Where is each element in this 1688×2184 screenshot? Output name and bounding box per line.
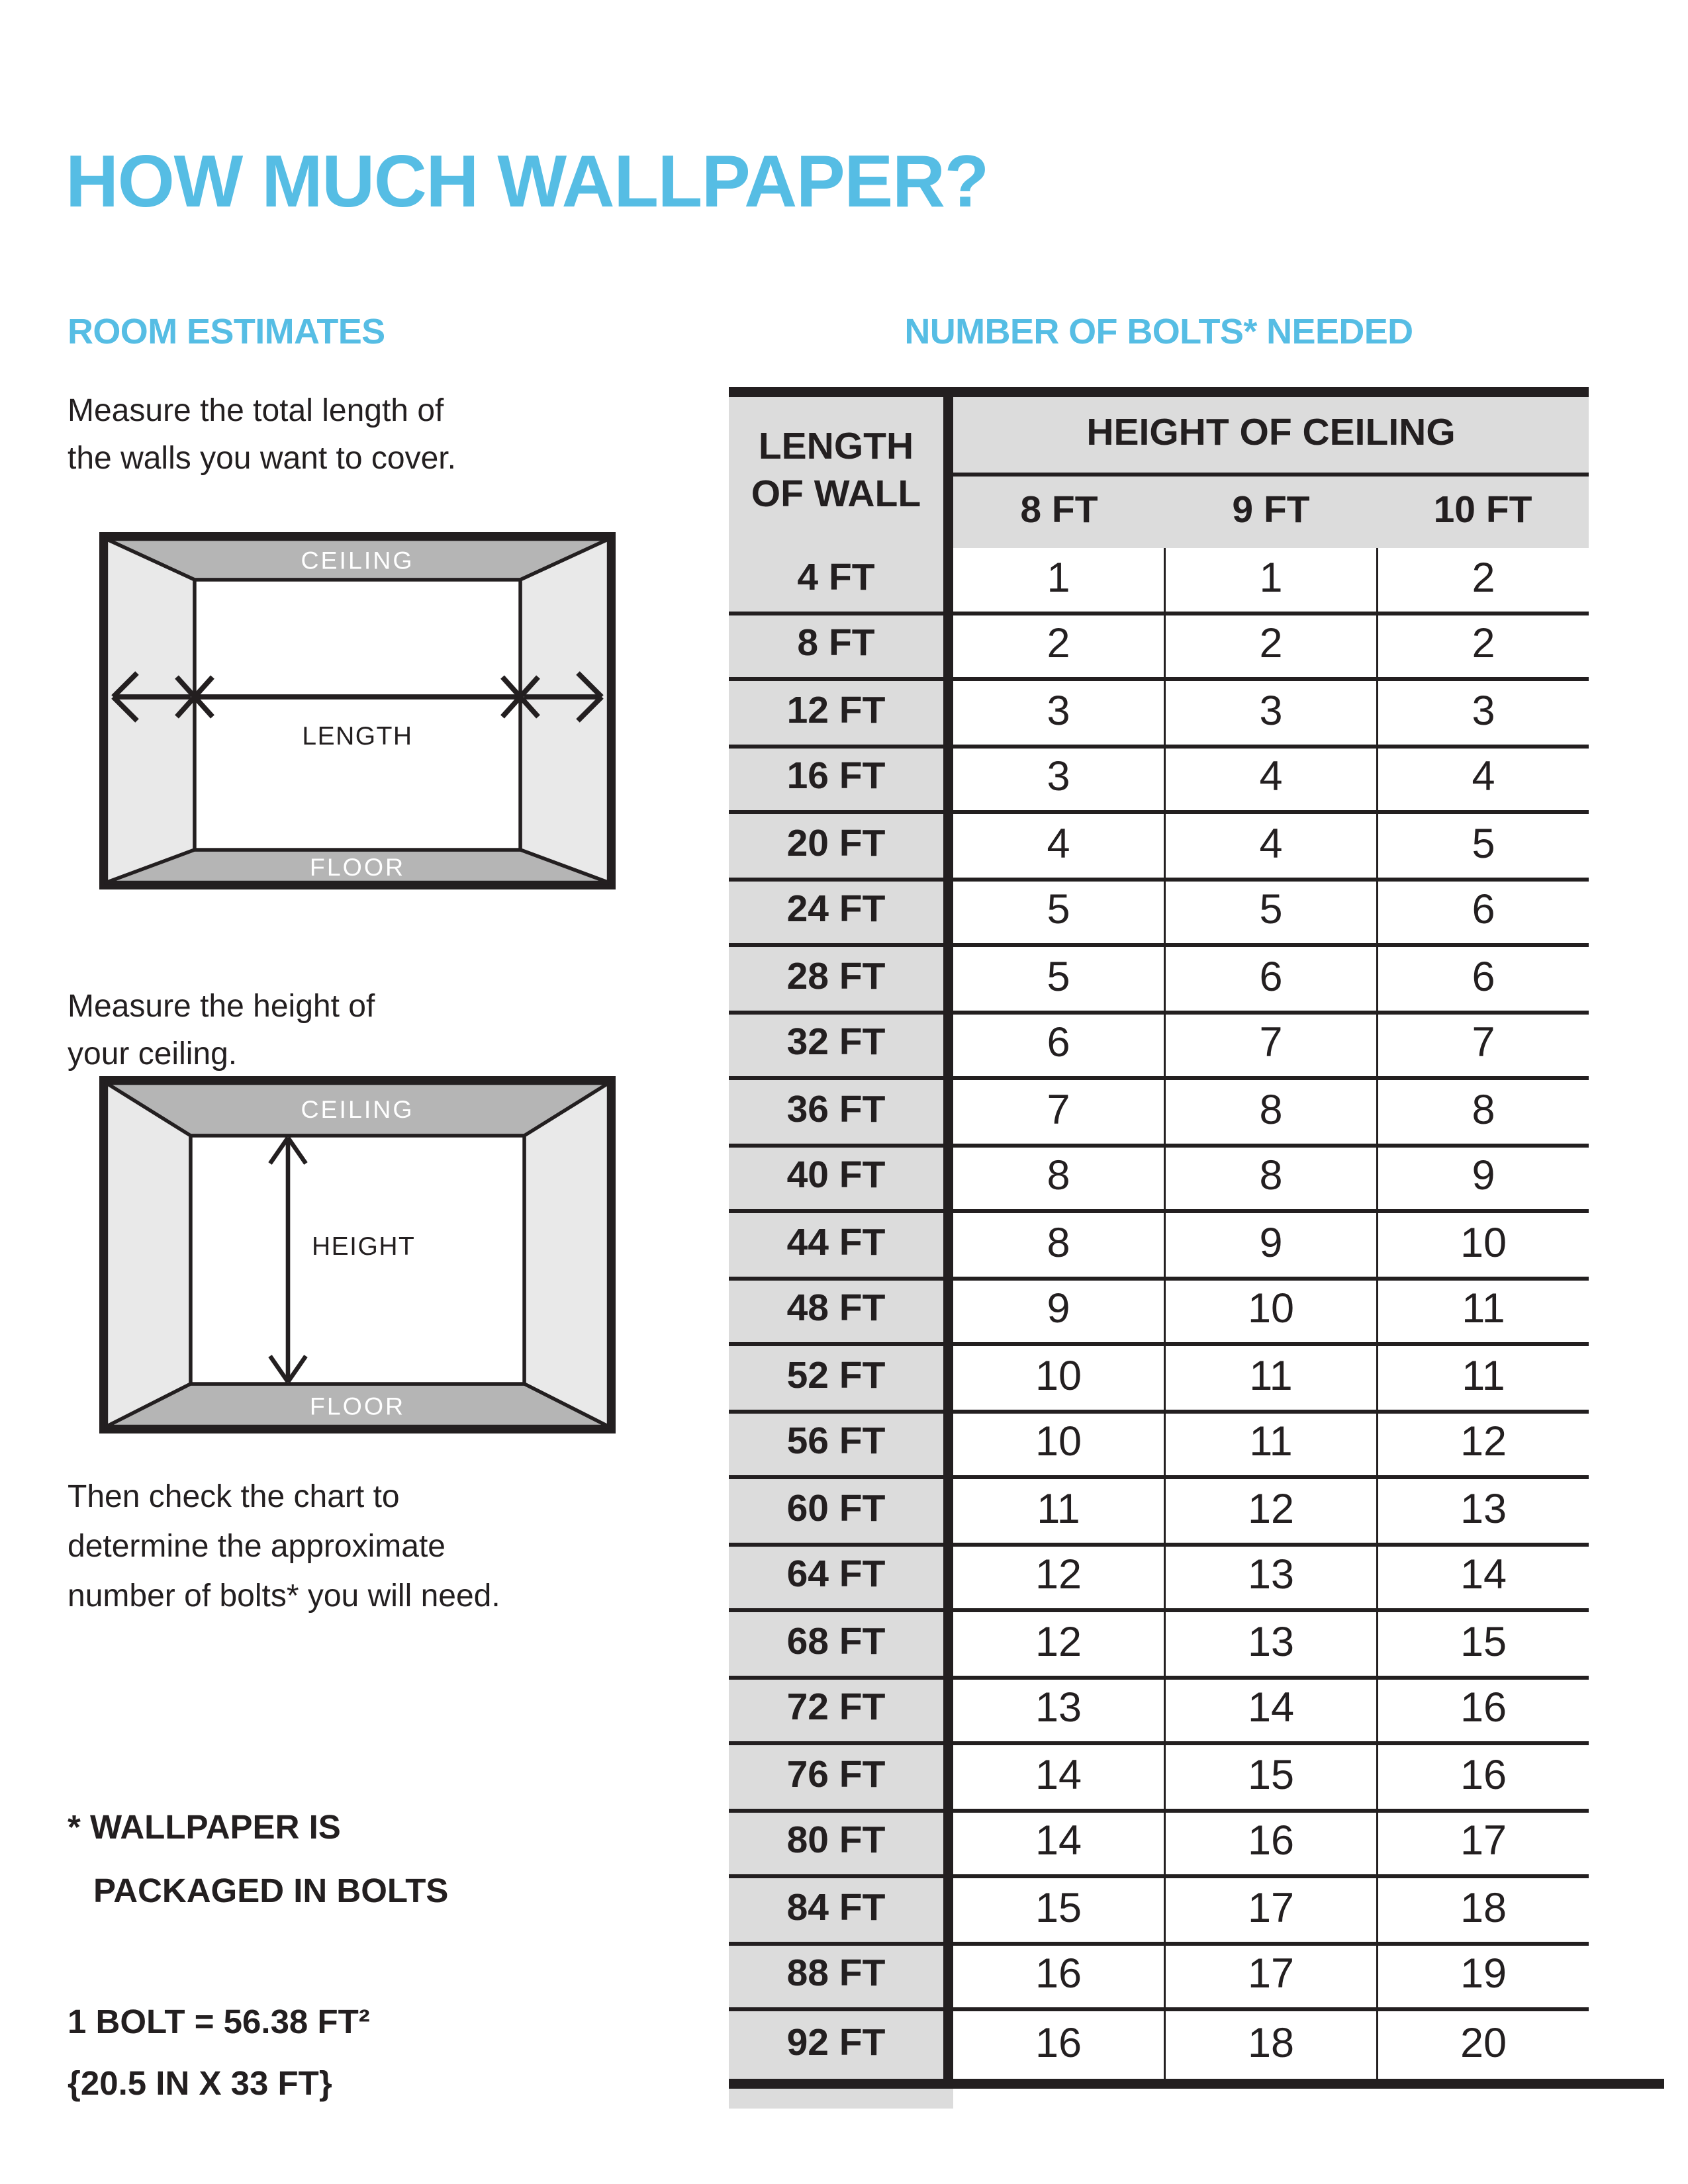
bolts-10ft-cell: 17 (1376, 1812, 1589, 1875)
bolts-9ft-cell: 5 (1164, 881, 1376, 944)
row-divider (943, 1612, 953, 1675)
row-divider (943, 1280, 953, 1343)
row-divider (943, 1679, 953, 1742)
bolts-9ft-cell: 10 (1164, 1280, 1376, 1343)
table-row (729, 748, 1589, 815)
bolts-10ft-cell: 6 (1376, 947, 1589, 1010)
bolts-8ft-cell: 16 (953, 2011, 1164, 2078)
bolts-8ft-cell: 16 (953, 1945, 1164, 2008)
bolts-8ft-cell: 14 (953, 1745, 1164, 1808)
row-divider (943, 1014, 953, 1077)
bolts-8ft-cell: 6 (953, 1014, 1164, 1077)
table-row (729, 814, 1589, 881)
table-row (729, 548, 1589, 615)
table-row (729, 2011, 1589, 2078)
wall-length-cell: 80 FT (729, 1812, 943, 1875)
wallpaper-bolts-note (68, 1797, 448, 1924)
bolts-9ft-cell: 8 (1164, 1147, 1376, 1210)
bolts-9ft-cell: 6 (1164, 947, 1376, 1010)
bolts-10ft-cell: 7 (1376, 1014, 1589, 1077)
table-row (729, 881, 1589, 948)
wall-length-cell: 28 FT (729, 947, 943, 1010)
note-line: PACKAGED IN BOLTS (93, 1872, 449, 1910)
room-length-diagram (99, 532, 616, 889)
height-of-ceiling-header-group (953, 397, 1589, 548)
bolts-8ft-cell: 13 (953, 1679, 1164, 1742)
bolts-10ft-cell: 2 (1376, 548, 1589, 611)
table-vertical-divider (943, 397, 953, 548)
bolt-size-line: {20.5 IN X 33 FT} (68, 2065, 332, 2103)
bolts-10ft-cell: 3 (1376, 681, 1589, 744)
row-divider (943, 615, 953, 678)
bolts-10ft-cell: 12 (1376, 1413, 1589, 1476)
measure-height-paragraph (68, 985, 375, 1080)
length-label: LENGTH (302, 722, 413, 751)
table-row (729, 1280, 1589, 1347)
bolts-9ft-cell: 7 (1164, 1014, 1376, 1077)
row-divider (943, 2011, 953, 2078)
table-row (729, 1147, 1589, 1214)
row-divider (943, 1812, 953, 1875)
table-row (729, 1479, 1589, 1546)
wall-length-cell: 64 FT (729, 1546, 943, 1609)
ceiling-height-diagram (99, 1076, 616, 1433)
floor-label: FLOOR (309, 853, 406, 881)
wall-length-cell: 4 FT (729, 548, 943, 611)
row-divider (943, 681, 953, 744)
wall-length-cell: 36 FT (729, 1080, 943, 1143)
bolts-8ft-cell: 3 (953, 748, 1164, 811)
wall-length-cell: 52 FT (729, 1346, 943, 1409)
bolts-8ft-cell: 14 (953, 1812, 1164, 1875)
column-header-10ft: 10 FT (1433, 490, 1532, 532)
bolts-10ft-cell: 9 (1376, 1147, 1589, 1210)
table-row (729, 1014, 1589, 1081)
table-body (729, 548, 1589, 2078)
bolt-size-line: 1 BOLT = 56.38 FT² (68, 2003, 370, 2041)
bolts-10ft-cell: 6 (1376, 881, 1589, 944)
bolts-8ft-cell: 15 (953, 1878, 1164, 1941)
measure-length-paragraph (68, 389, 456, 484)
check-chart-paragraph (68, 1473, 500, 1622)
row-divider (943, 1213, 953, 1276)
wall-length-cell: 40 FT (729, 1147, 943, 1210)
bolts-10ft-cell: 8 (1376, 1080, 1589, 1143)
row-divider (943, 1745, 953, 1808)
wall-length-cell: 44 FT (729, 1213, 943, 1276)
bolts-10ft-cell: 10 (1376, 1213, 1589, 1276)
bolts-9ft-cell: 4 (1164, 814, 1376, 877)
row-divider (943, 881, 953, 944)
table-row (729, 1945, 1589, 2012)
bolts-10ft-cell: 5 (1376, 814, 1589, 877)
bolts-9ft-cell: 13 (1164, 1612, 1376, 1675)
wall-length-cell: 92 FT (729, 2011, 943, 2078)
table-row (729, 1346, 1589, 1413)
room-estimates-heading: ROOM ESTIMATES (68, 312, 385, 351)
bolts-10ft-cell: 16 (1376, 1745, 1589, 1808)
bolts-10ft-cell: 4 (1376, 748, 1589, 811)
bolts-needed-heading: NUMBER OF BOLTS* NEEDED (904, 312, 1413, 351)
bolts-10ft-cell: 11 (1376, 1280, 1589, 1343)
bolts-table (729, 387, 1589, 2108)
bolts-8ft-cell: 11 (953, 1479, 1164, 1542)
table-row (729, 681, 1589, 748)
wall-length-cell: 56 FT (729, 1413, 943, 1476)
column-header-9ft: 9 FT (1232, 490, 1310, 532)
gray-column-stub (729, 2088, 953, 2108)
bolts-8ft-cell: 4 (953, 814, 1164, 877)
bolts-10ft-cell: 18 (1376, 1878, 1589, 1941)
row-divider (943, 1479, 953, 1542)
row-divider (943, 748, 953, 811)
bolts-8ft-cell: 8 (953, 1213, 1164, 1276)
wall-length-cell: 68 FT (729, 1612, 943, 1675)
column-header-8ft: 8 FT (1020, 490, 1098, 532)
bolts-8ft-cell: 5 (953, 881, 1164, 944)
bolts-8ft-cell: 5 (953, 947, 1164, 1010)
bolts-9ft-cell: 18 (1164, 2011, 1376, 2078)
ceiling-height-columns (953, 477, 1589, 548)
wall-length-cell: 20 FT (729, 814, 943, 877)
row-divider (943, 1346, 953, 1409)
paragraph-line: determine the approximate (68, 1531, 445, 1565)
bolts-9ft-cell: 11 (1164, 1346, 1376, 1409)
bolts-9ft-cell: 3 (1164, 681, 1376, 744)
table-row (729, 1080, 1589, 1147)
wall-length-cell: 60 FT (729, 1479, 943, 1542)
back-wall (195, 580, 520, 850)
page-title: HOW MUCH WALLPAPER? (66, 140, 988, 222)
table-row (729, 1546, 1589, 1613)
bolts-8ft-cell: 10 (953, 1346, 1164, 1409)
right-wall (524, 1083, 609, 1427)
row-divider (943, 1080, 953, 1143)
bolts-9ft-cell: 1 (1164, 548, 1376, 611)
bolts-10ft-cell: 15 (1376, 1612, 1589, 1675)
table-row (729, 947, 1589, 1014)
wall-length-cell: 48 FT (729, 1280, 943, 1343)
bolts-8ft-cell: 8 (953, 1147, 1164, 1210)
table-row (729, 1679, 1589, 1746)
bolts-10ft-cell: 14 (1376, 1546, 1589, 1609)
row-divider (943, 947, 953, 1010)
paragraph-line: the walls you want to cover. (68, 443, 456, 477)
height-of-ceiling-label: HEIGHT OF CEILING (1086, 413, 1456, 455)
bolts-10ft-cell: 13 (1376, 1479, 1589, 1542)
bolts-9ft-cell: 16 (1164, 1812, 1376, 1875)
wall-length-cell: 72 FT (729, 1679, 943, 1742)
bolts-9ft-cell: 11 (1164, 1413, 1376, 1476)
table-row (729, 1812, 1589, 1879)
paragraph-line: Then check the chart to (68, 1481, 400, 1515)
left-wall (107, 1083, 191, 1427)
paragraph-line: number of bolts* you will need. (68, 1580, 500, 1614)
wall-length-cell: 8 FT (729, 615, 943, 678)
ceiling-label: CEILING (301, 1095, 414, 1123)
table-row (729, 1745, 1589, 1812)
wall-length-cell: 24 FT (729, 881, 943, 944)
table-bottom-border (729, 2078, 1664, 2088)
bolts-8ft-cell: 1 (953, 548, 1164, 611)
bolts-10ft-cell: 20 (1376, 2011, 1589, 2078)
bolts-8ft-cell: 12 (953, 1546, 1164, 1609)
paragraph-line: your ceiling. (68, 1038, 238, 1072)
bolts-8ft-cell: 7 (953, 1080, 1164, 1143)
bolts-9ft-cell: 14 (1164, 1679, 1376, 1742)
bolts-9ft-cell: 9 (1164, 1213, 1376, 1276)
height-label: HEIGHT (312, 1232, 416, 1261)
bolts-9ft-cell: 13 (1164, 1546, 1376, 1609)
bolt-size-info (68, 1991, 370, 2115)
bolts-8ft-cell: 10 (953, 1413, 1164, 1476)
bolts-10ft-cell: 19 (1376, 1945, 1589, 2008)
bolts-9ft-cell: 12 (1164, 1479, 1376, 1542)
ceiling-label: CEILING (301, 546, 414, 574)
row-divider (943, 1147, 953, 1210)
bolts-10ft-cell: 11 (1376, 1346, 1589, 1409)
row-divider (943, 1546, 953, 1609)
length-of-wall-header: LENGTH OF WALL (751, 427, 921, 516)
bolts-9ft-cell: 17 (1164, 1945, 1376, 2008)
row-divider (943, 1945, 953, 2008)
wall-length-cell: 88 FT (729, 1945, 943, 2008)
bolts-9ft-cell: 15 (1164, 1745, 1376, 1808)
bolts-9ft-cell: 2 (1164, 615, 1376, 678)
floor-label: FLOOR (309, 1392, 406, 1420)
table-row (729, 1612, 1589, 1679)
bolts-8ft-cell: 3 (953, 681, 1164, 744)
wall-length-cell: 16 FT (729, 748, 943, 811)
bolts-8ft-cell: 2 (953, 615, 1164, 678)
paragraph-line: Measure the total length of (68, 395, 444, 429)
table-row (729, 615, 1589, 682)
table-top-border (729, 387, 1589, 397)
note-line: * WALLPAPER IS (68, 1809, 341, 1846)
wall-length-cell: 84 FT (729, 1878, 943, 1941)
bolts-8ft-cell: 12 (953, 1612, 1164, 1675)
table-header (729, 397, 1589, 548)
bolts-8ft-cell: 9 (953, 1280, 1164, 1343)
row-divider (943, 548, 953, 611)
table-row (729, 1213, 1589, 1280)
paragraph-line: Measure the height of (68, 991, 375, 1024)
row-divider (943, 1413, 953, 1476)
bolts-9ft-cell: 4 (1164, 748, 1376, 811)
row-divider (943, 814, 953, 877)
wall-length-cell: 32 FT (729, 1014, 943, 1077)
wall-length-cell: 12 FT (729, 681, 943, 744)
bolts-9ft-cell: 8 (1164, 1080, 1376, 1143)
table-row (729, 1878, 1589, 1945)
bolts-10ft-cell: 16 (1376, 1679, 1589, 1742)
bolts-9ft-cell: 17 (1164, 1878, 1376, 1941)
table-row (729, 1413, 1589, 1480)
wall-length-cell: 76 FT (729, 1745, 943, 1808)
bolts-10ft-cell: 2 (1376, 615, 1589, 678)
row-divider (943, 1878, 953, 1941)
